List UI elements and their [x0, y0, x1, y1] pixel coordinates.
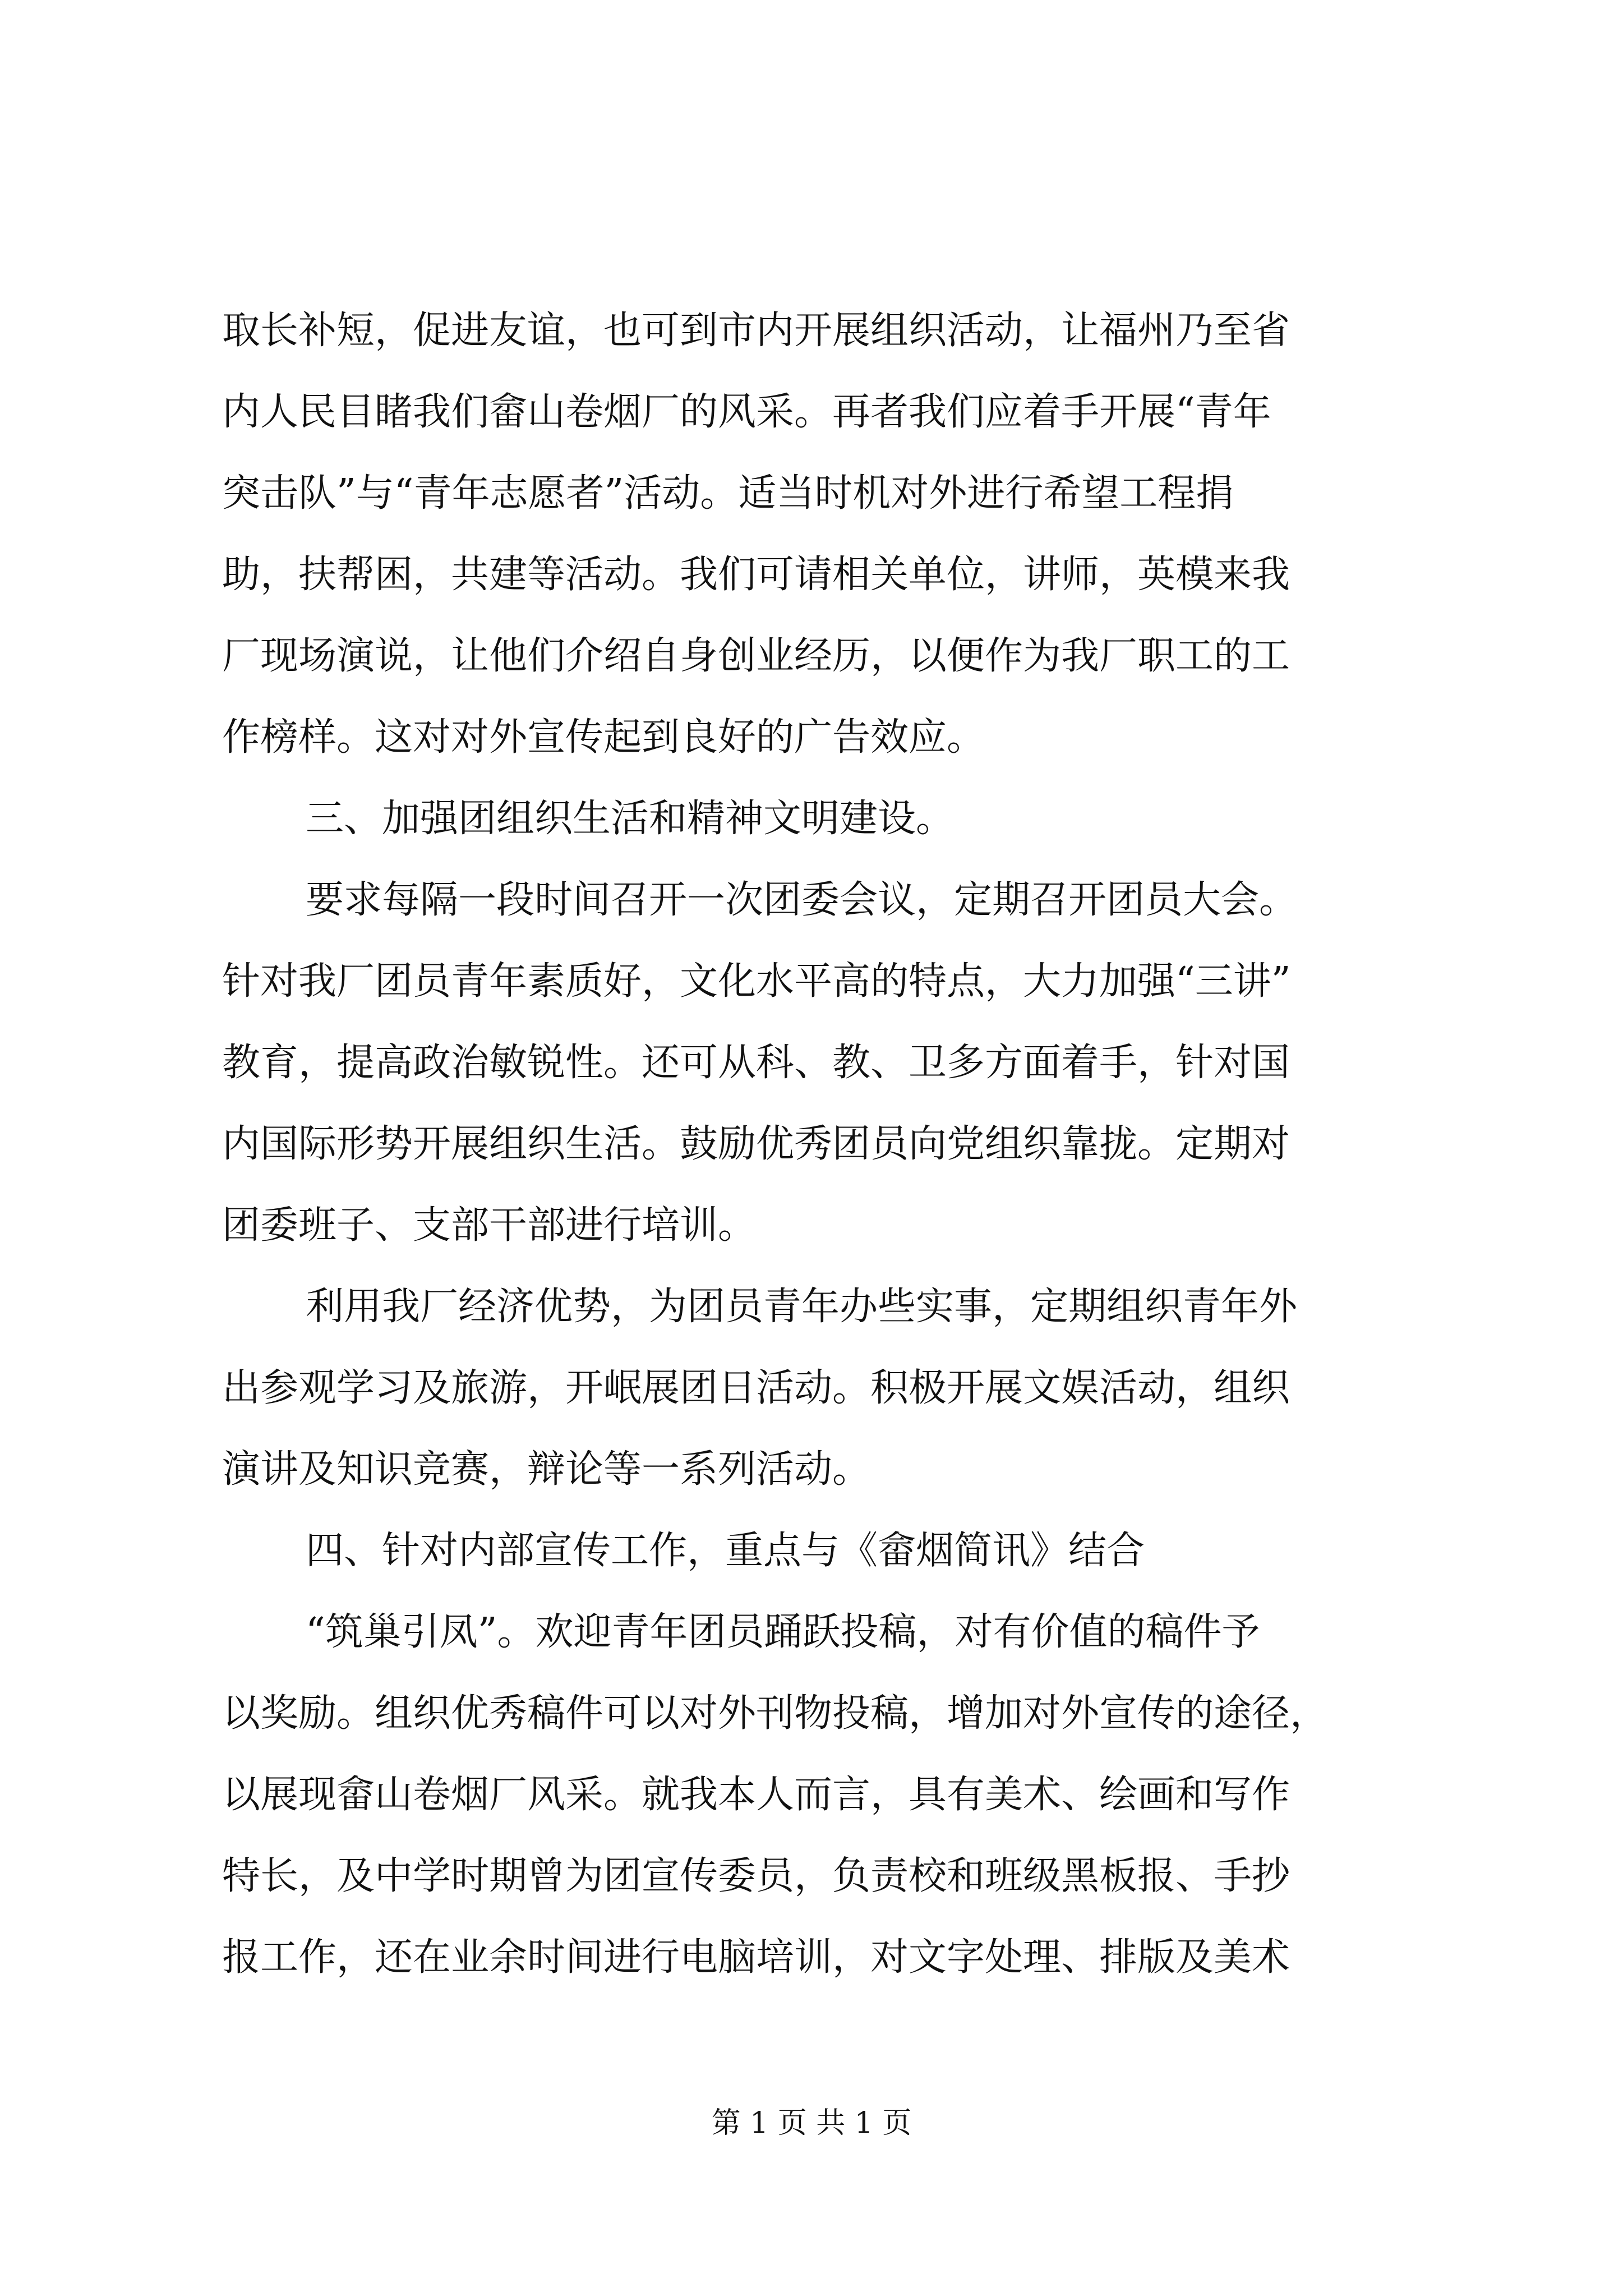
section-heading: 四、针对内部宣传工作，重点与《畲烟简讯》结合: [306, 1529, 1145, 1573]
text-line: 团委班子、支部干部进行培训。: [222, 1203, 757, 1248]
text-line: 作榜样。这对对外宣传起到良好的广告效应。: [222, 715, 985, 760]
text-line: 以展现畲山卷烟厂风采。就我本人而言，具有美术、绘画和写作: [222, 1773, 1290, 1817]
text-line: 报工作，还在业余时间进行电脑培训，对文字处理、排版及美术: [222, 1935, 1290, 1980]
text-line: 内人民目睹我们畲山卷烟厂的风采。再者我们应着手开展“青年: [222, 390, 1271, 434]
text-line: 利用我厂经济优势，为团员青年办些实事，定期组织青年外: [306, 1285, 1298, 1329]
text-line: 以奖励。组织优秀稿件可以对外刊物投稿，增加对外宣传的途径，: [222, 1691, 1329, 1736]
text-line: 取长补短，促进友谊，也可到市内开展组织活动，让福州乃至省: [222, 309, 1290, 353]
section-heading: 三、加强团组织生活和精神文明建设。: [306, 797, 955, 841]
text-line: 要求每隔一段时间召开一次团委会议，定期召开团员大会。: [306, 878, 1298, 922]
text-line: 厂现场演说，让他们介绍自身创业经历，以便作为我厂职工的工: [222, 634, 1290, 678]
page-footer: 第 1 页 共 1 页: [711, 2106, 912, 2140]
text-line: 教育，提高政治敏锐性。还可从科、教、卫多方面着手，针对国: [222, 1041, 1290, 1085]
text-line: 演讲及知识竞赛，辩论等一系列活动。: [222, 1447, 871, 1492]
text-line: 突击队”与“青年志愿者”活动。适当时机对外进行希望工程捐: [222, 471, 1234, 516]
text-line: 助，扶帮困，共建等活动。我们可请相关单位，讲师，英模来我: [222, 553, 1290, 597]
text-line: 内国际形势开展组织生活。鼓励优秀团员向党组织靠拢。定期对: [222, 1122, 1290, 1166]
text-line: 出参观学习及旅游，开岷展团日活动。积极开展文娱活动，组织: [222, 1366, 1290, 1410]
text-line: 特长，及中学时期曾为团宣传委员，负责校和班级黑板报、手抄: [222, 1854, 1290, 1898]
text-line: 针对我厂团员青年素质好，文化水平高的特点，大力加强“三讲”: [222, 959, 1291, 1004]
text-line: “筑巢引凤”。欢迎青年团员踊跃投稿，对有价值的稿件予: [306, 1610, 1260, 1654]
